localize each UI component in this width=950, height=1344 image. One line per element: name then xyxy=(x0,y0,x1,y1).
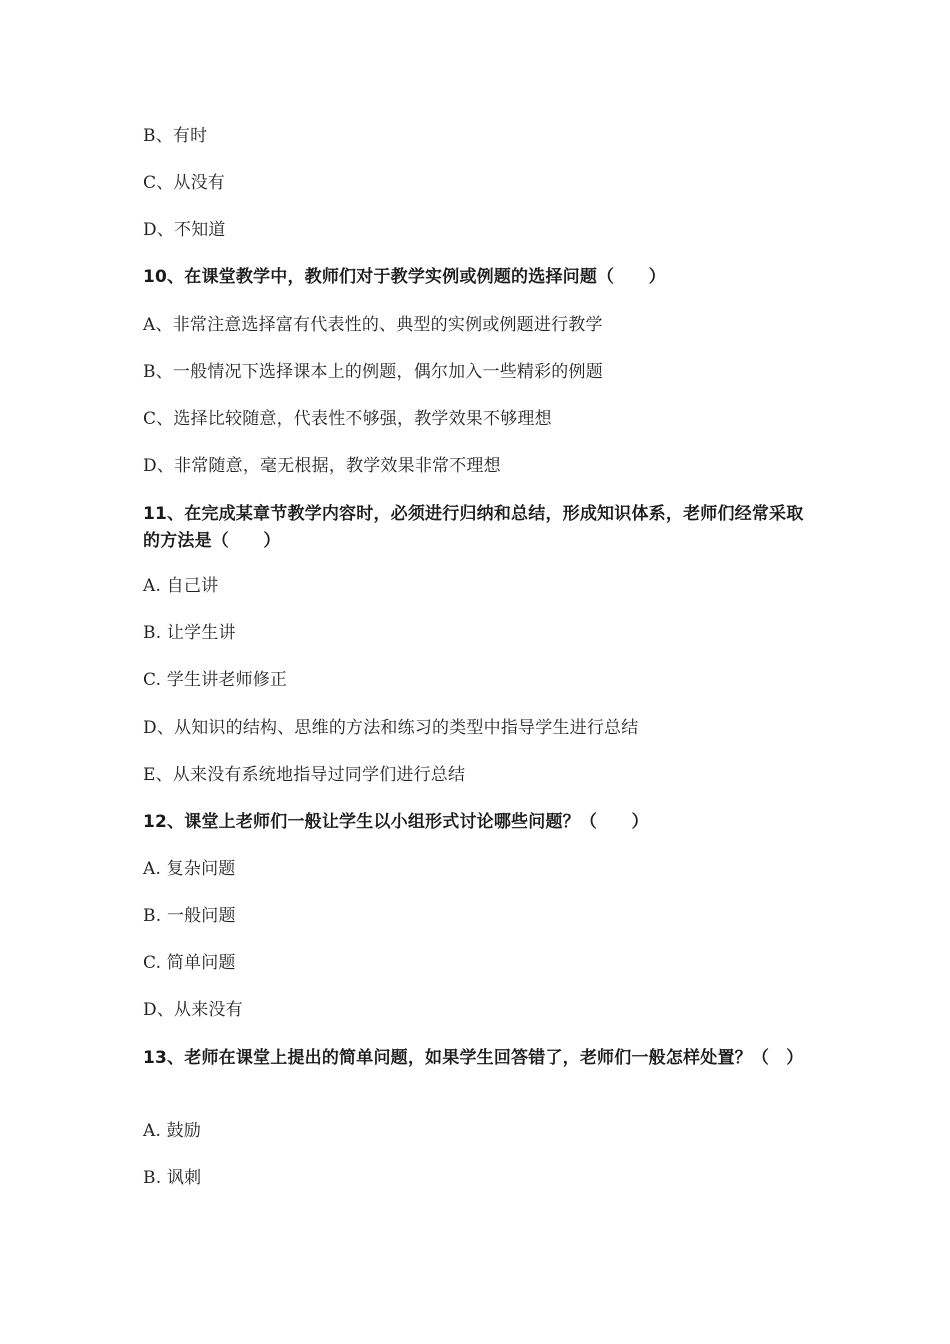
option-9b: B、有时 xyxy=(143,126,208,146)
option-10a: A、非常注意选择富有代表性的、典型的实例或例题进行教学 xyxy=(143,315,603,335)
option-12c: C. 简单问题 xyxy=(143,953,236,973)
question-11: 11、在完成某章节教学内容时，必须进行归纳和总结，形成知识体系，老师们经常采取的方法是（ ） xyxy=(143,504,804,551)
question-12: 12、课堂上老师们一般让学生以小组形式讨论哪些问题？（ ） xyxy=(143,812,649,832)
question-10: 10、在课堂教学中，教师们对于教学实例或例题的选择问题（ ） xyxy=(143,267,666,287)
option-9d: D、不知道 xyxy=(143,220,226,240)
option-11d: D、从知识的结构、思维的方法和练习的类型中指导学生进行总结 xyxy=(143,718,639,738)
option-12a: A. 复杂问题 xyxy=(143,859,236,879)
option-9c: C、从没有 xyxy=(143,173,226,193)
option-12b: B. 一般问题 xyxy=(143,906,236,926)
option-11c: C. 学生讲老师修正 xyxy=(143,670,288,690)
option-11b: B. 让学生讲 xyxy=(143,623,236,643)
question-13: 13、老师在课堂上提出的简单问题，如果学生回答错了，老师们一般怎样处置？（ ） xyxy=(143,1048,804,1068)
option-10b: B、一般情况下选择课本上的例题，偶尔加入一些精彩的例题 xyxy=(143,362,603,382)
option-13b: B. 讽刺 xyxy=(143,1168,202,1188)
option-13a: A. 鼓励 xyxy=(143,1121,202,1141)
option-10c: C、选择比较随意，代表性不够强，教学效果不够理想 xyxy=(143,409,552,429)
option-10d: D、非常随意，毫无根据，教学效果非常不理想 xyxy=(143,456,501,476)
option-11a: A. 自己讲 xyxy=(143,576,219,596)
option-12d: D、从来没有 xyxy=(143,1000,243,1020)
option-11e: E、从来没有系统地指导过同学们进行总结 xyxy=(143,765,466,785)
